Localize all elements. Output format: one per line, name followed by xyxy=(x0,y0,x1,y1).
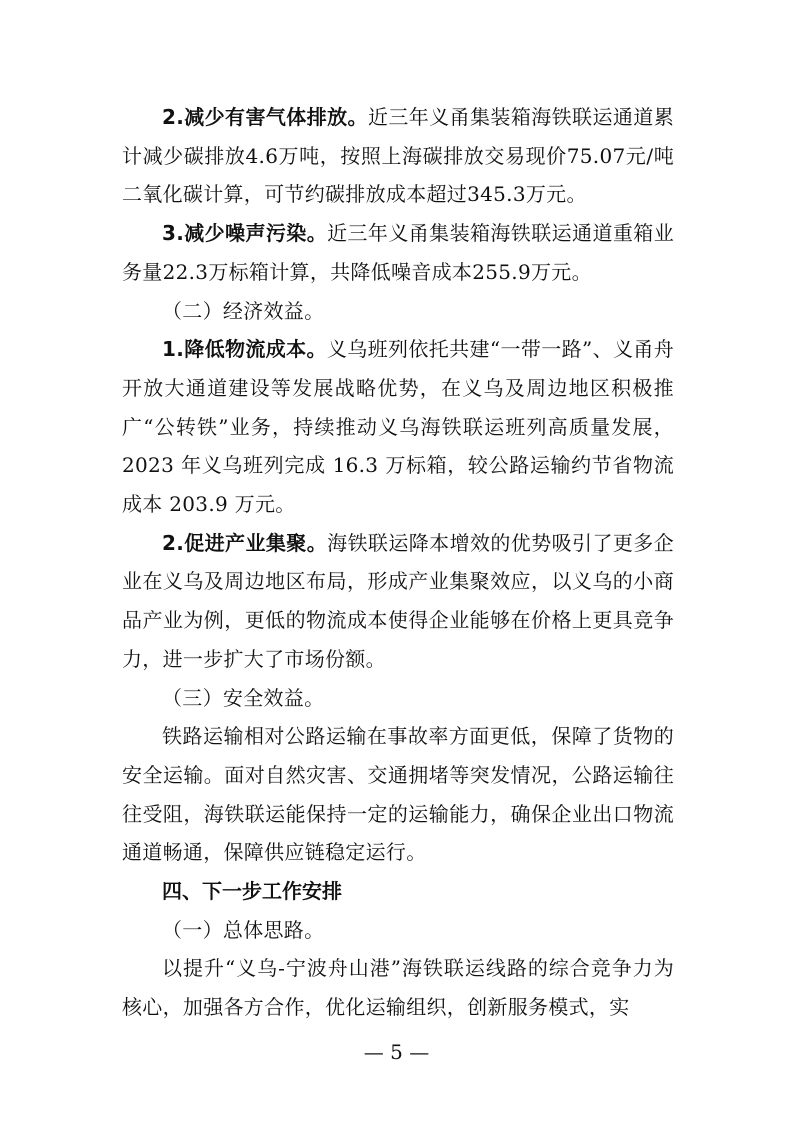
page-number: — 5 — xyxy=(363,1040,430,1064)
paragraph-reduce-noise xyxy=(122,214,674,291)
paragraph-text: 近三年义甬集装箱海铁联运通道累计减少碳排放4.6万吨，按照上海碳排放交易现价75.07元/吨二氧化碳计算，可节约碳排放成本超过345.3万元。 xyxy=(122,105,674,207)
document-body xyxy=(122,98,674,1027)
section-heading: 四、下一步工作安排 xyxy=(162,879,342,904)
paragraph-industry-cluster xyxy=(122,524,674,679)
paragraph-text: （二）经济效益。 xyxy=(162,298,325,323)
paragraph-reduce-logistics-cost xyxy=(122,330,674,524)
paragraph-text: （三）安全效益。 xyxy=(162,685,325,710)
subheading-economic-benefits xyxy=(122,292,674,331)
paragraph-lead: 2.减少有害气体排放。 xyxy=(162,105,368,129)
paragraph-text: 义乌班列依托共建“一带一路”、义甬舟开放大通道建设等发展战略优势，在义乌及周边地区积极推广“公转铁”业务，持续推动义乌海铁联运班列高质量发展，2023 年义乌班列完成 16.3 万标箱，较公路运输约节省物流成本 203.9 万元。 xyxy=(122,337,674,517)
subheading-overall-approach: （一）总体思路。 xyxy=(162,917,325,942)
paragraph-text: 铁路运输相对公路运输在事故率方面更低，保障了货物的安全运输。面对自然灾害、交通拥堵等突发情况，公路运输往往受阻，海铁联运能保持一定的运输能力，确保企业出口物流通道畅通，保障供应链稳定运行。 xyxy=(122,724,674,865)
paragraph-text: 海铁联运降本增效的优势吸引了更多企业在义乌及周边地区布局，形成产业集聚效应，以义乌的小商品产业为例，更低的物流成本使得企业能够在价格上更具竞争力，进一步扩大了市场份额。 xyxy=(122,530,674,671)
subheading-safety-benefits xyxy=(122,679,674,718)
paragraph-overall-approach: 以提升“义乌-宁波舟山港”海铁联运线路的综合竞争力为核心，加强各方合作，优化运输组织，创新服务模式，实 xyxy=(122,956,674,1020)
paragraph-text: 近三年义甬集装箱海铁联运通道重箱业务量22.3万标箱计算，共降低噪音成本255.9万元。 xyxy=(122,221,674,284)
paragraph-lead: 3.减少噪声污染。 xyxy=(162,221,328,246)
paragraph-reduce-emissions xyxy=(122,98,674,214)
paragraph-lead: 1.降低物流成本。 xyxy=(162,337,327,362)
paragraph-lead: 2.促进产业集聚。 xyxy=(162,530,328,555)
paragraph-safety xyxy=(122,717,674,872)
